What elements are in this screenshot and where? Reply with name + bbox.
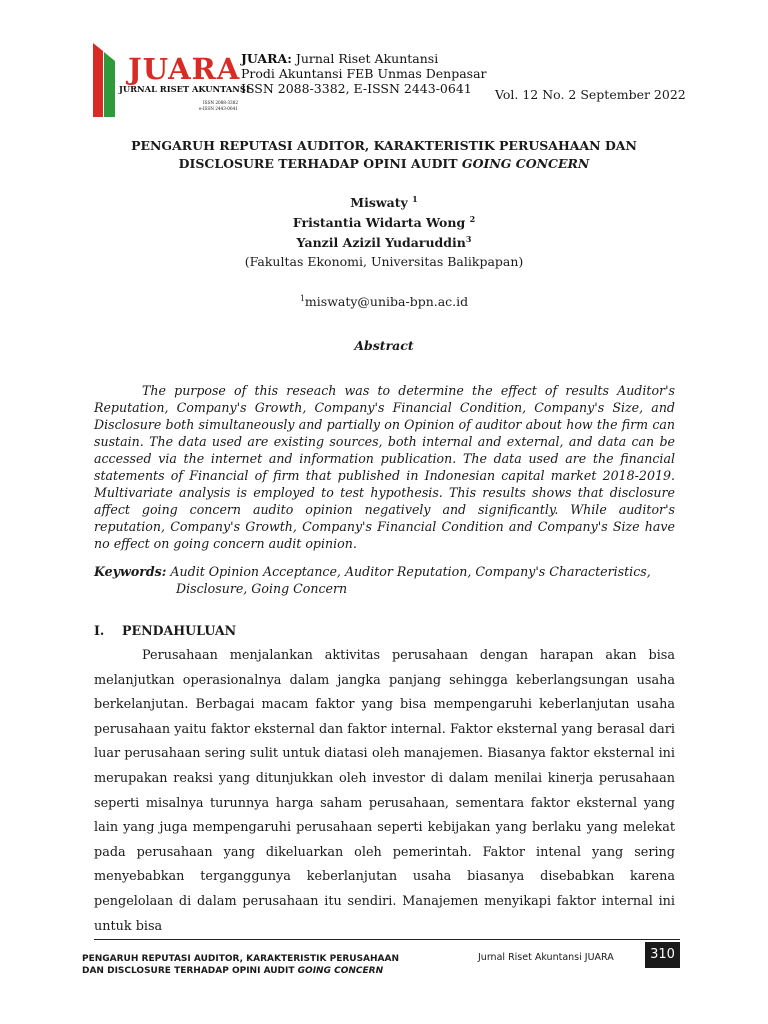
email-address: miswaty@uniba-bpn.ac.id: [304, 294, 469, 310]
volume-info: Vol. 12 No. 2 September 2022: [495, 87, 686, 102]
page-number: 310: [645, 942, 680, 968]
footer-title-line-2-plain: DAN DISCLOSURE TERHADAP OPINI AUDIT: [82, 966, 298, 976]
journal-logo: [93, 43, 250, 117]
section-heading: [94, 623, 236, 638]
journal-info: [241, 51, 487, 96]
author-2-name: Fristantia Widarta Wong: [292, 215, 466, 231]
keywords-label: Keywords:: [94, 564, 167, 579]
logo-issn1: ISSN 2088-3382: [203, 100, 239, 105]
author-email: [94, 294, 674, 309]
author-1-mark: 1: [412, 194, 418, 204]
logo-text: JUARA: [128, 52, 241, 86]
footer-title-line-2: [82, 965, 399, 977]
journal-name: Jurnal Riset Akuntansi: [291, 51, 439, 66]
logo-green-stripe: [104, 52, 115, 117]
author-1: [94, 191, 674, 211]
department: Prodi Akuntansi FEB Unmas Denpasar: [241, 66, 487, 81]
affiliation: (Fakultas Ekonomi, Universitas Balikpapan): [244, 254, 524, 269]
keywords: [94, 563, 675, 597]
title-line-2-plain: DISCLOSURE TERHADAP OPINI AUDIT: [178, 156, 462, 171]
logo-subtext: JURNAL RISET AKUNTANSI: [119, 84, 250, 94]
keywords-line-2: Disclosure, Going Concern: [176, 581, 348, 596]
footer-running-title: [82, 953, 399, 977]
abstract-text: The purpose of this reseach was to determine the effect of results Auditor's Reputation, Company's Growth, Company's Financial Condition, Company's Size, and Disclosure both simultaneously and partially on Opinion of auditor about how the firm can sustain. The data used are existing sources, both internal and external, and data can be accessed via the internet and information publication. The data used are the financial statements of Financial of firm that published in Indonesian capital market 2018-2019. Multivariate analysis is employed to test hypothesis. This results shows that disclosure affect going concern audito opinion negatively and significantly. While auditor's reputation, Company's Growth, Company's Financial Condition and Company's Size have no effect on going concern audit opinion.: [94, 383, 675, 551]
author-3-name: Yanzil Azizil Yudaruddin: [296, 235, 466, 251]
journal-name-line: [241, 51, 487, 66]
section-title: PENDAHULUAN: [122, 623, 237, 638]
paper-title: [94, 137, 674, 173]
keywords-line-1-text: Audit Opinion Acceptance, Auditor Reputation, Company's Characteristics,: [166, 564, 651, 579]
author-2: [94, 211, 674, 231]
author-list: [94, 191, 674, 251]
email-mark: 1: [299, 294, 305, 303]
author-3-mark: 3: [465, 234, 472, 245]
footer-title-line-2-italic: GOING CONCERN: [297, 966, 384, 976]
title-line-1: PENGARUH REPUTASI AUDITOR, KARAKTERISTIK PERUSAHAAN DAN: [131, 138, 637, 153]
footer-journal-name: Jurnal Riset Akuntansi JUARA: [478, 952, 614, 963]
footer-title-line-1: PENGARUH REPUTASI AUDITOR, KARAKTERISTIK PERUSAHAAN: [82, 954, 400, 964]
footer-divider: [94, 939, 680, 940]
title-line-2-italic: GOING CONCERN: [461, 156, 590, 171]
logo-issn2: e-ISSN 2443-0641: [199, 106, 238, 111]
body-paragraph: Perusahaan menjalankan aktivitas perusahaan dengan harapan akan bisa melanjutkan operasionalnya dalam jangka panjang sehingga keberlangsungan usaha berkelanjutan. Berbagai macam faktor yang bisa mempengaruhi keberlanjutan usaha perusahaan yaitu faktor eksternal dan faktor internal. Faktor eksternal yang berasal dari luar perusahaan sering sulit untuk diatasi oleh manajemen. Biasanya faktor eksternal ini merupakan reaksi yang ditunjukkan oleh investor di dalam menilai kinerja perusahaan seperti misalnya turunnya harga saham perusahaan, sementara faktor eksternal yang lain yang juga mempengaruhi perusahaan seperti kebijakan yang berlaku yang melekat pada perusahaan yang dikeluarkan oleh pemerintah. Faktor intenal yang sering menyebabkan terganggunya keberlanjutan usaha biasanya disebabkan karena pengelolaan di dalam perusahaan itu sendiri. Manajemen menyikapi faktor internal ini untuk bisa: [94, 648, 675, 934]
author-1-name: Miswaty: [350, 195, 408, 211]
keywords-line-1: [94, 563, 675, 580]
abstract-heading: Abstract: [354, 338, 414, 353]
logo-red-stripe: [93, 43, 103, 117]
title-line-2: [94, 155, 674, 173]
author-2-mark: 2: [469, 214, 476, 225]
author-3: [94, 231, 674, 251]
journal-label: JUARA:: [241, 51, 292, 66]
issn: ISSN 2088-3382, E-ISSN 2443-0641: [241, 81, 472, 96]
section-number: I.: [94, 623, 105, 638]
